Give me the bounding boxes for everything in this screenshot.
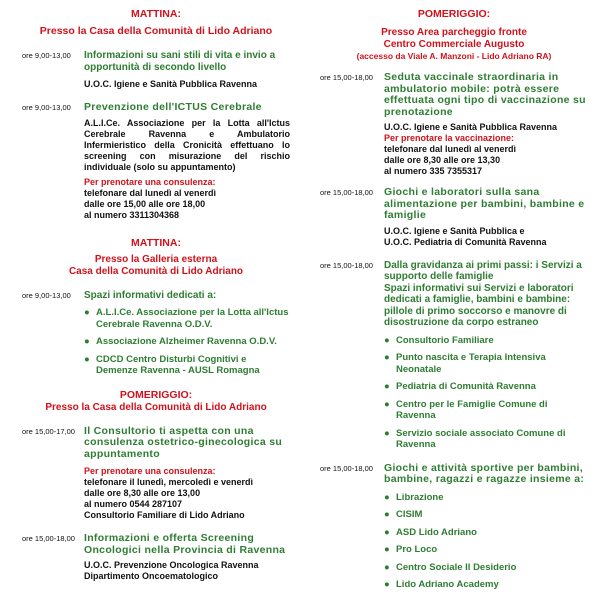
event-text: U.O.C. Pediatria di Comunità Ravenna [384, 236, 547, 247]
event-title: Informazioni su sani stili di vita e invio a opportunità di secondo livello [84, 50, 276, 73]
afternoon-title: POMERIGGIO: [119, 388, 193, 401]
bullet-icon: ● [384, 352, 390, 363]
event-title: Giochi e attività sportive per bambini, bambine, ragazzi e ragazze insieme a: [384, 461, 585, 485]
event-info-spaces [22, 290, 290, 377]
event-text: A.L.I.Ce. Associazione per la Lotta all'Ictus Cerebrale Ravenna e Ambulatorio Infermieristico della Cronicità effettuano lo screening con misurazione del rischio individuale (solo su appuntamento) [84, 117, 290, 172]
booking-line: telefonare il lunedì, mercoledì e venerdì [84, 477, 254, 487]
bullet-icon: ● [384, 526, 390, 538]
morning1-title: MATTINA: [131, 8, 181, 20]
bullet-icon: ● [84, 336, 90, 347]
event-ictus [22, 102, 290, 221]
bullet-icon: ● [384, 544, 390, 555]
event-vaccination [320, 72, 588, 177]
bullet-icon: ● [384, 561, 390, 573]
booking-line: dalle ore 8,30 alle ore 13,00 [84, 488, 201, 498]
event-subtitle: Spazi informativi sui Servizi e laboratori dedicati a famiglie, bambini e bambine: pillole di primo soccorso e manovre di disostruzione da corpo estraneo [384, 282, 574, 328]
list-item: ● CISIM [384, 509, 423, 520]
booking-label: Per prenotare la vaccinazione: [384, 133, 515, 143]
right-title: POMERIGGIO: [417, 8, 491, 20]
morning2-place2: Casa della Comunità di Lido Adriano [68, 265, 244, 277]
event-title: Dalla gravidanza ai primi passi: i Servizi a supporto delle famiglie [384, 259, 582, 282]
list-item: ● Pediatria di Comunità Ravenna [384, 381, 536, 392]
bullet-icon: ● [384, 381, 390, 392]
event-text: U.O.C. Igiene e Sanità Pubblica Ravenna [84, 79, 258, 89]
list-item: ● Associazione Alzheimer Ravenna O.D.V. [84, 336, 277, 347]
right-note: (accesso da Viale A. Manzoni - Lido Adriano RA) [356, 51, 552, 61]
right-column [320, 8, 588, 591]
bullet-icon: ● [384, 579, 390, 590]
bullet-icon: ● [384, 334, 390, 346]
event-title: Il Consultorio ti aspetta con una consulenza ostetrico-ginecologica su appuntamento [84, 424, 283, 460]
booking-line: al numero 335 7355317 [384, 166, 483, 176]
morning2-title: MATTINA: [131, 236, 181, 249]
bullet-icon: ● [384, 398, 390, 410]
list-item: ● Consultorio Familiare [384, 334, 494, 346]
bullet-icon: ● [384, 509, 390, 520]
left-column [22, 8, 290, 582]
list-item: ● Centro per le Famiglie Comune di Ravenna [384, 398, 548, 421]
booking-line: telefonare dal lunedì al venerdì [84, 187, 217, 198]
bullet-icon: ● [384, 491, 390, 503]
right-place1: Presso Area parcheggio fronte [381, 27, 527, 38]
event-text: Dipartimento Oncoematologico [84, 571, 219, 581]
list-item: ● ASD Lido Adriano [384, 526, 477, 538]
bullet-icon: ● [384, 427, 390, 439]
event-title: Giochi e laboratori sulla sana alimentazione per bambini, bambine e famiglie [384, 186, 585, 221]
event-time: ore 15,00-18,00 [320, 463, 373, 473]
event-text: U.O.C. Prevenzione Oncologica Ravenna [84, 560, 259, 570]
booking-line: al numero 3311304368 [84, 209, 180, 220]
list-item: ● A.L.I.Ce. Associazione per la Lotta all'Ictus Cerebrale Ravenna O.D.V. [84, 307, 289, 330]
booking-label: Per prenotare una consulenza: [84, 466, 216, 476]
event-sports [320, 463, 588, 591]
event-screening [22, 533, 290, 582]
event-time: ore 15,00-18,00 [320, 188, 373, 197]
morning2-place1: Presso la Galleria esterna [94, 253, 218, 265]
list-item: ● Lido Adriano Academy [384, 579, 499, 590]
booking-line: dalle ore 8,30 alle ore 13,30 [384, 155, 501, 165]
list-item: ● Librazione [384, 491, 444, 503]
event-title: Informazioni e offerta Screening Oncologici nella Provincia di Ravenna [84, 532, 286, 556]
booking-line: dalle ore 15,00 alle ore 18,00 [84, 198, 206, 209]
booking-line: telefonare dal lunedì al venerdì [384, 144, 517, 154]
event-lifestyle [22, 50, 290, 90]
event-consultorio [22, 426, 290, 522]
event-time: ore 9,00-13,00 [22, 290, 71, 300]
event-title: Prevenzione dell'ICTUS Cerebrale [84, 101, 262, 113]
booking-line: Consultorio Familiare di Lido Adriano [84, 510, 245, 520]
event-time: ore 15,00-18,00 [22, 534, 75, 543]
list-item: ● Centro Sociale Il Desiderio [384, 561, 517, 573]
event-time: ore 15,00-18,00 [320, 73, 373, 82]
event-time: ore 15,00-17,00 [22, 426, 75, 436]
event-title: Spazi informativi dedicati a: [84, 289, 217, 301]
list-item: ● CDCD Centro Disturbi Cognitivi e Demenze Ravenna - AUSL Romagna [84, 353, 260, 376]
list-item: ● Punto nascita e Terapia Intensiva Neonatale [384, 352, 546, 375]
event-time: ore 15,00-18,00 [320, 260, 373, 270]
booking-line: al numero 0544 287107 [84, 499, 183, 509]
bullet-icon: ● [84, 307, 90, 318]
booking-label: Per prenotare una consulenza: [84, 176, 216, 187]
event-text: U.O.C. Igiene e Sanità Pubblica e [384, 225, 525, 236]
event-pregnancy [320, 260, 588, 451]
event-title: Seduta vaccinale straordinaria in ambulatorio mobile: potrà essere effettuata ogni tipo di vaccinazione su prenotazione [384, 71, 586, 118]
list-item: ● Servizio sociale associato Comune di Ravenna [384, 427, 566, 450]
morning1-place: Presso la Casa della Comunità di Lido Adriano [39, 25, 273, 37]
event-time: ore 9,00-13,00 [22, 51, 71, 60]
event-text: U.O.C. Igiene e Sanità Pubblica Ravenna [384, 122, 558, 132]
afternoon-place: Presso la Casa della Comunità di Lido Adriano [45, 401, 267, 413]
bullet-icon: ● [84, 353, 90, 365]
event-time: ore 9,00-13,00 [22, 103, 71, 112]
right-place2: Centro Commerciale Augusto [383, 39, 525, 50]
list-item: ● Pro Loco [384, 544, 438, 555]
event-nutrition [320, 187, 588, 248]
